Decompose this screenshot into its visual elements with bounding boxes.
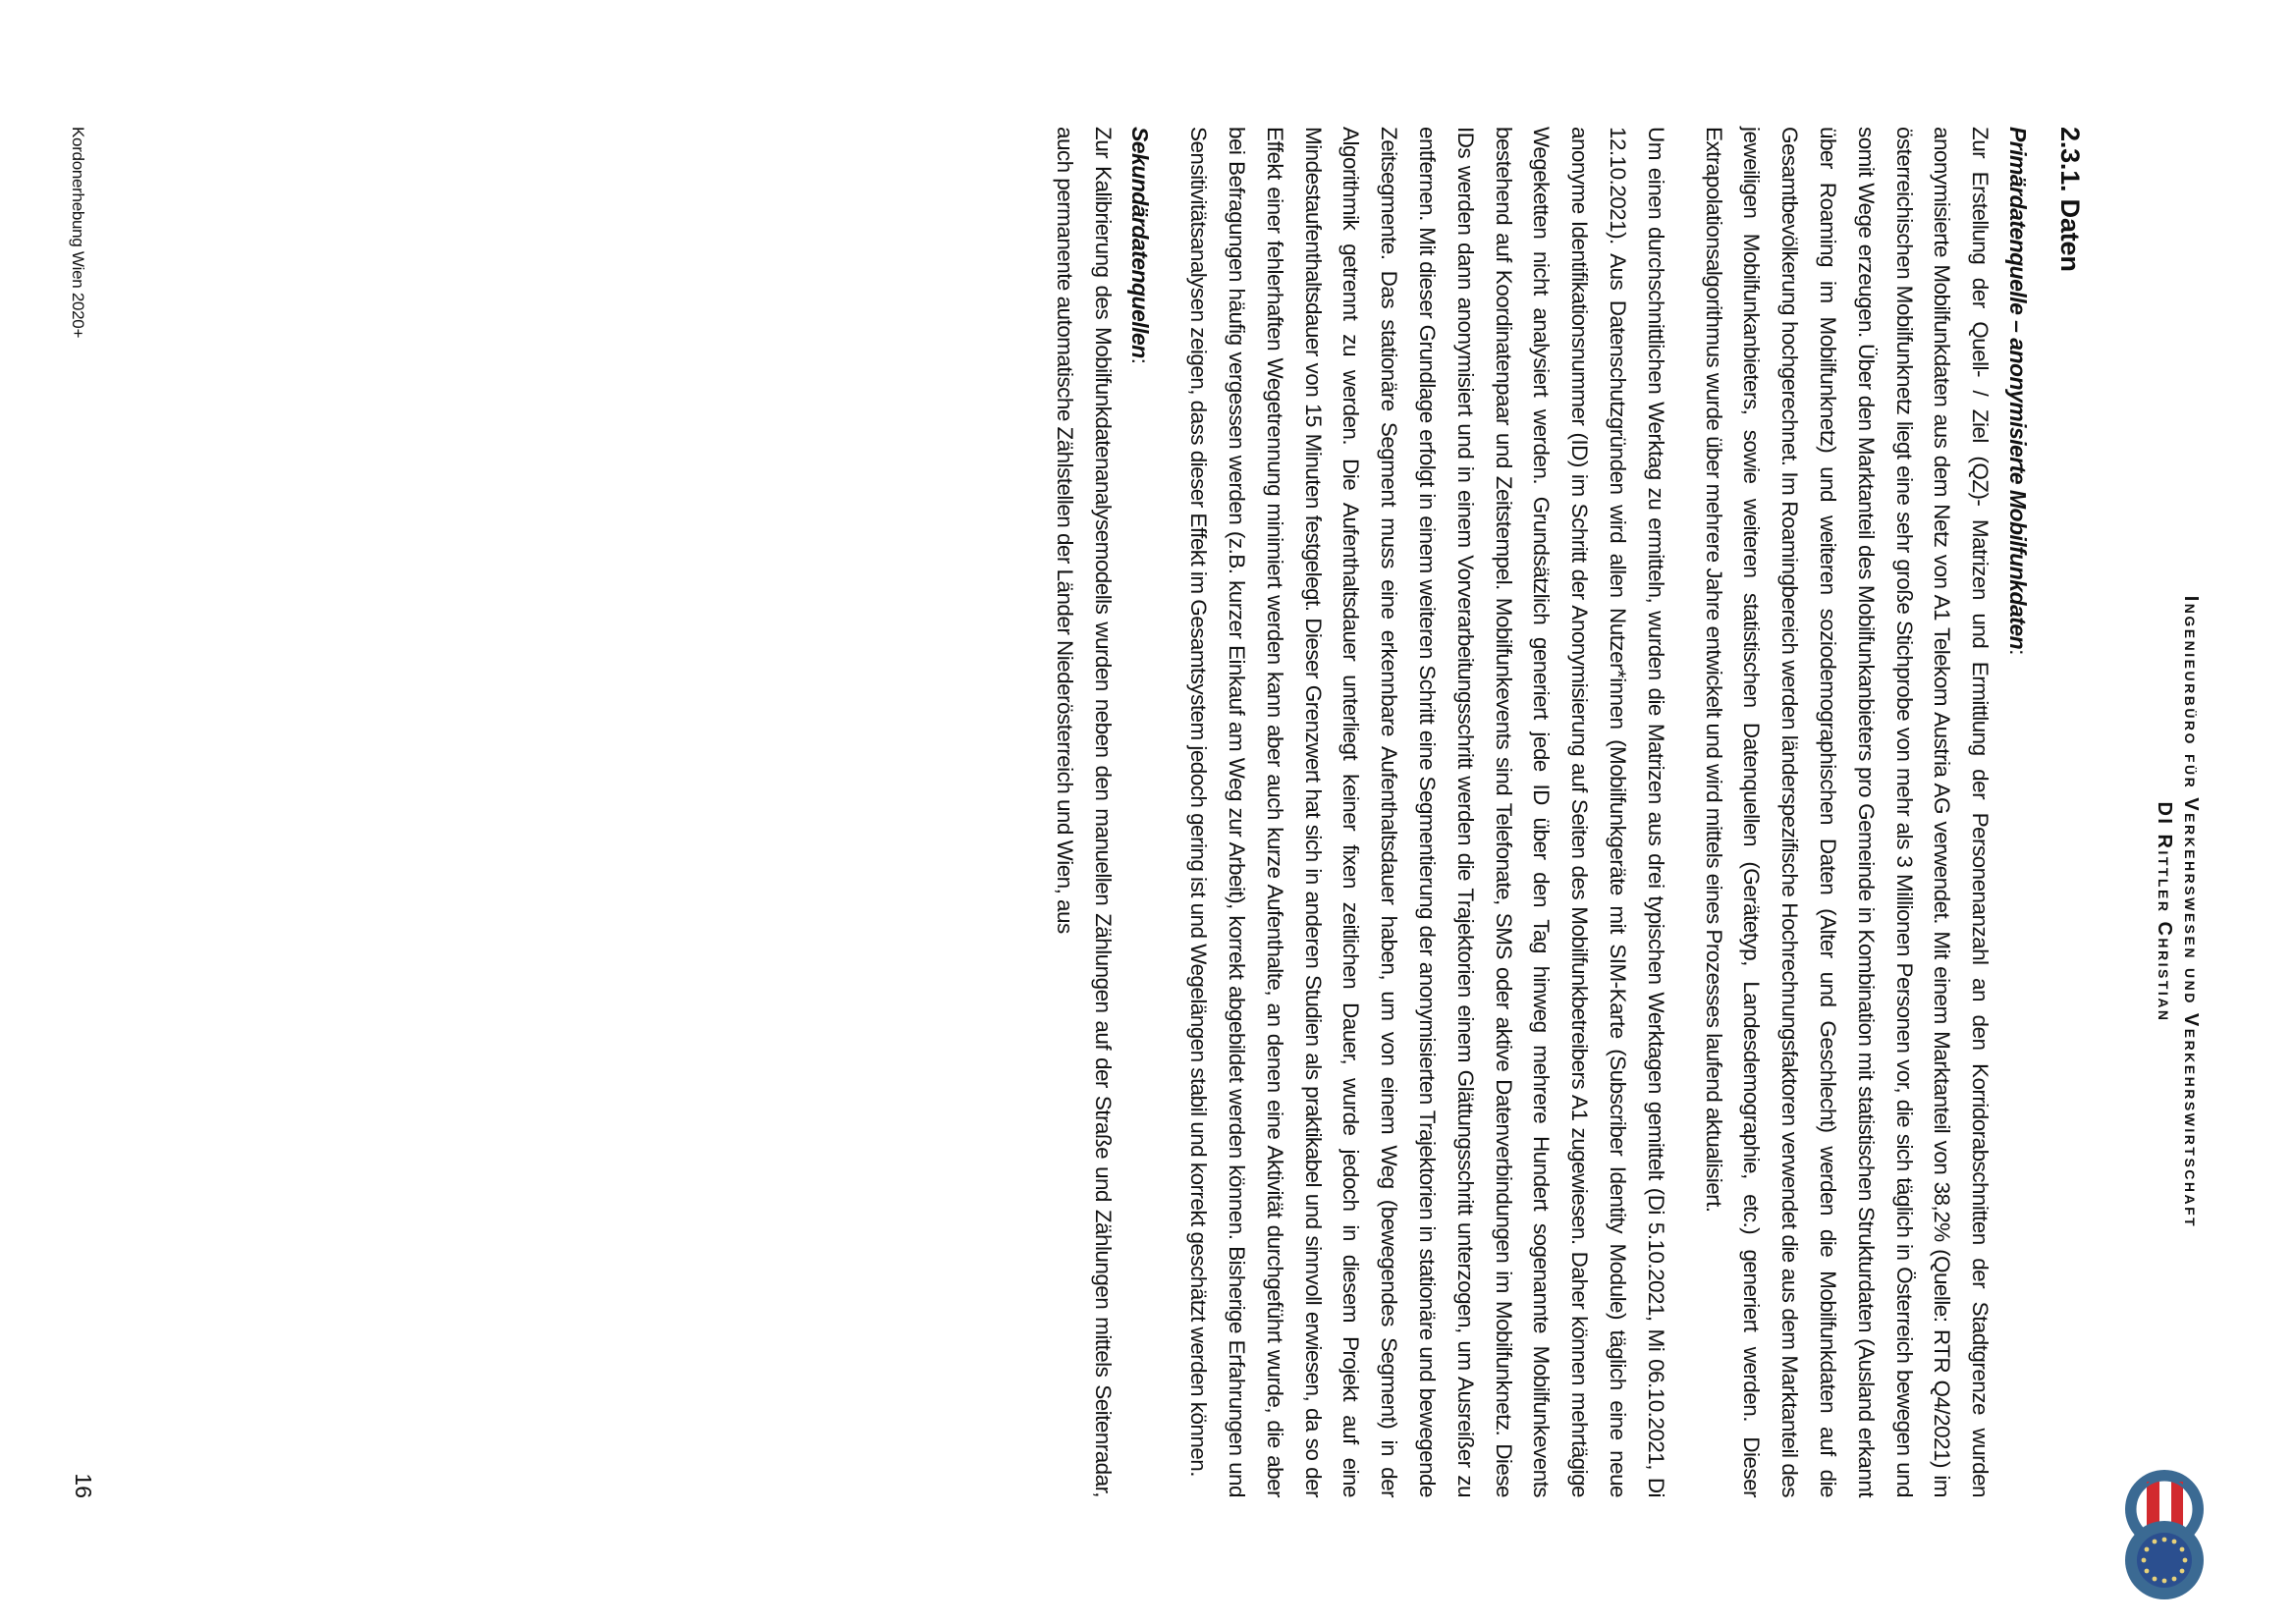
primary-source-heading [1998,127,2037,1497]
letterhead-line-2: DI Rittler Christian [2154,801,2175,1023]
primary-paragraph-1: Zur Erstellung der Quell- / Ziel (QZ)- Matrizen und Ermittlung der Personenanzahl an den Korridorabschnitten der Stadtgrenze wurden anonymisierte Mobilfunkdaten aus dem Netz von A1 Telekom Austria AG verwendet. Mit einem Marktanteil von 38,2% (Quelle: RTR Q4/2021) im österreichischen Mobilfunknetz liegt eine sehr große Stichprobe von mehr als 3 Millionen Personen vor, die sich täglich in Österreich bewegen und somit Wege erzeugen. Über den Marktanteil des Mobilfunkanbieters pro Gemeinde in Kombination mit statistischen Strukturdaten (Ausland erkannt über Roaming im Mobilfunknetz) und weiteren soziodemographischen Daten (Alter und Geschlecht) werden die Mobilfunkdaten auf die Gesamtbevölkerung hochgerechnet. Im Roamingbereich werden länderspezifische Hochrechnungsfaktoren verwendet die aus dem Marktanteil des jeweiligen Mobilfunkanbieters, sowie weiteren statistischen Datenquellen (Gerätetyp, Landesdemographie, etc.) generiert werden. Dieser Extrapolationsalgorithmus wurde über mehrere Jahre entwickelt und wird mittels eines Prozesses laufend aktualisiert. [1701,127,1994,1497]
company-logo-icon [2107,1462,2215,1609]
page-number: 16 [71,1473,96,1498]
primary-heading-text: Primärdatenquelle – anonymisierte Mobilfunkdaten [2005,127,2031,650]
secondary-heading-colon: : [1127,357,1154,364]
secondary-heading-text: Sekundärdatenquellen [1127,127,1154,358]
primary-heading-colon: : [2005,649,2031,655]
main-content [1025,127,2088,1497]
letterhead [2151,348,2204,1477]
footer-document-title: Kordonerhebung Wien 2020+ [69,127,87,339]
letterhead-line-1: Ingenieurbüro für Verkehrswesen und Verkehrswirtschaft [2180,595,2202,1229]
section-title: 2.3.1. Daten [2055,127,2085,272]
primary-paragraph-2: Um einen durchschnittlichen Werktag zu ermitteln, wurden die Matrizen aus drei typischen Werktagen gemittelt (Di 5.10.2021, Mi 06.10.2021, Di 12.10.2021). Aus Datenschutzgründen wird allen Nutzer*innen (Mobilfunkgeräte mit SIM-Karte (Subscriber Identity Module) täglich eine neue anonyme Identifikationsnummer (ID) im Schritt der Anonymisierung auf Seiten des Mobilfunkbetreibers A1 zugewiesen. Daher können mehrtägige Wegeketten nicht analysiert werden. Grundsätzlich generiert jede ID über den Tag hinweg mehrere Hundert sogenannte Mobilfunkevents bestehend auf Koordinatenpaar und Zeitstempel. Mobilfunkevents sind Telefonate, SMS oder aktive Datenverbindungen im Mobilfunknetz. Diese IDs werden dann anonymisiert und in einem Vorverarbeitungsschritt werden die Trajektorien einem Glättungsschritt unterzogen, um Ausreißer zu entfernen. Mit dieser Grundlage erfolgt in einem weiteren Schritt eine Segmentierung der anonymisierten Trajektorien in stationäre und bewegende Zeitsegmente. Das stationäre Segment muss eine erkennbare Aufenthaltsdauer haben, um von einem Weg (bewegendes Segment) in der Algorithmik getrennt zu werden. Die Aufenthaltsdauer unterliegt keiner fixen zeitlichen Dauer, wurde jedoch in diesem Projekt auf eine Mindestaufenthaltsdauer von 15 Minuten festgelegt. Dieser Grenzwert hat sich in anderen Studien als praktikabel und sinnvoll erwiesen, da so der Effekt einer fehlerhaften Wegetrennung minimiert werden kann aber auch kurze Aufenthalte, an denen eine Aktivität durchgeführt wurde, die aber bei Befragungen häufig vergessen werden (z.B. kurzer Einkauf am Weg zur Arbeit), korrekt abgebildet werden können. Bisherige Erfahrungen und Sensitivitätsanalysen zeigen, dass dieser Effekt im Gesamtsystem jedoch gering ist und Wegelängen stabil und korrekt geschätzt werden können. [1186,127,1668,1497]
secondary-source-heading [1121,127,1160,1497]
secondary-paragraph-1: Zur Kalibrierung des Mobilfunkdatenanalysemodells wurden neben den manuellen Zählungen auf der Straße und Zählungen mittels Seitenradar, auch permanente automatische Zählstellen der Länder Niederösterreich und Wien, aus [1052,127,1116,1497]
